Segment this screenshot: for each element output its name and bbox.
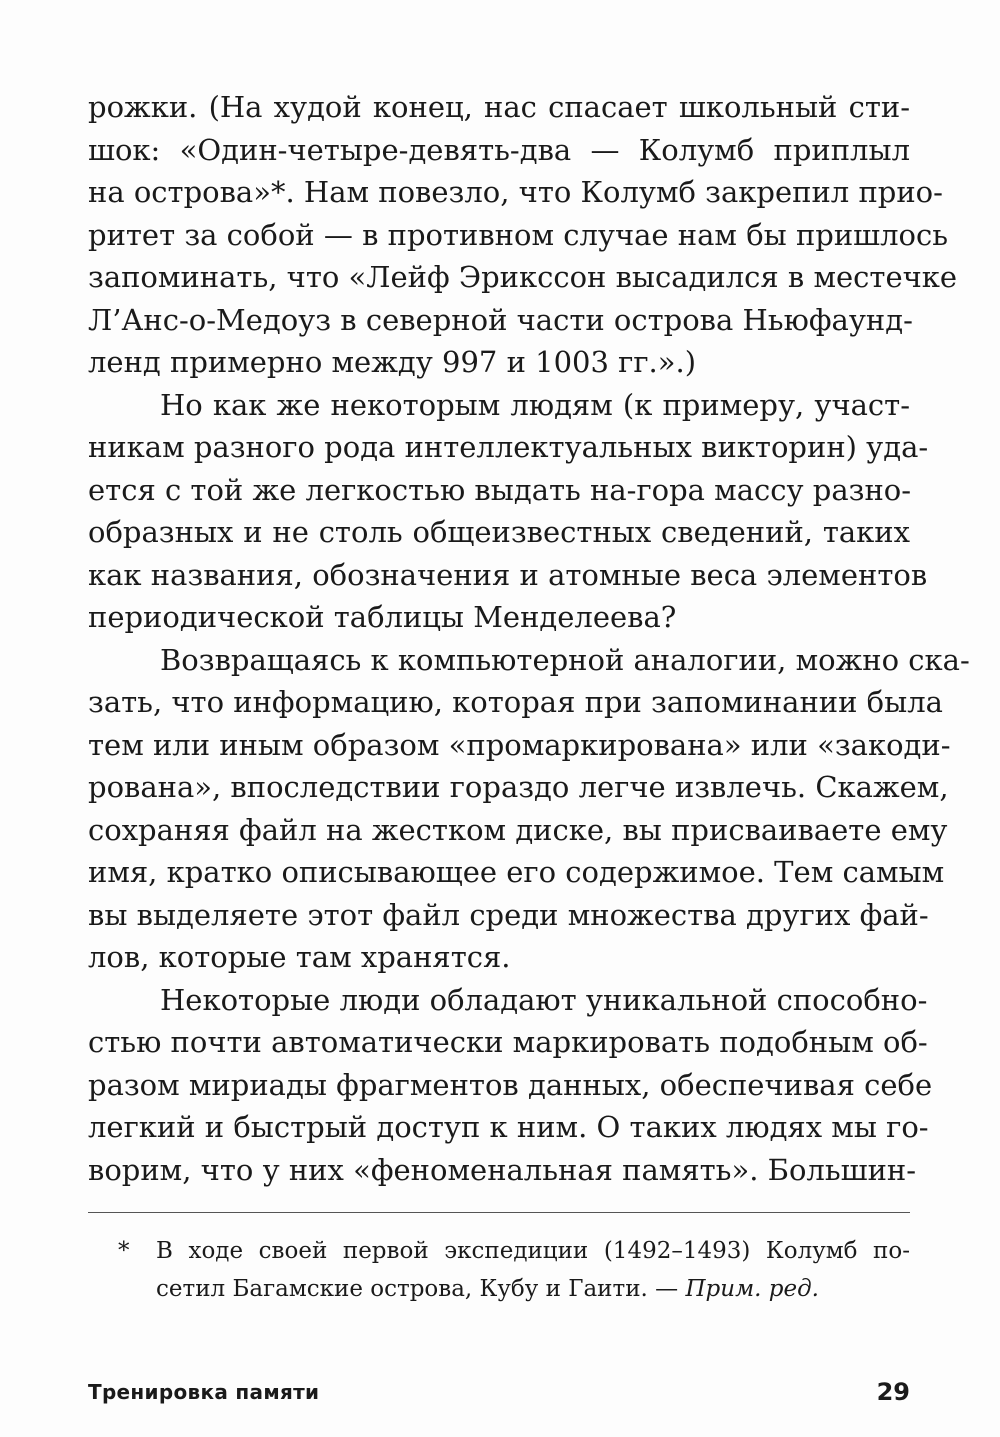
text-line: Но как же некоторым людям (к примеру, участ- xyxy=(160,387,910,422)
text-line: Л’Анс-о-Медоуз в северной части острова Ньюфаунд- xyxy=(88,302,913,337)
text-line: периодической таблицы Менделеева? xyxy=(88,600,677,634)
text-line: образных и не столь общеизвестных сведений, таких xyxy=(88,515,910,549)
text-line: зать, что информацию, которая при запоминании была xyxy=(88,685,943,719)
text-line: ленд примерно между 997 и 1003 гг.».) xyxy=(88,345,697,379)
footnote-text: сетил Багамские острова, Кубу и Гаити. — xyxy=(156,1276,686,1302)
text-line: Возвращаясь к компьютерной аналогии, можно ска- xyxy=(160,642,970,677)
running-title: Тренировка памяти xyxy=(88,1380,320,1404)
footnote-line: В ходе своей первой экспедиции (1492–1493) Колумб по- xyxy=(156,1238,910,1264)
text-line: стью почти автоматически маркировать подобным об- xyxy=(88,1025,928,1059)
text-line: лов, которые там хранятся. xyxy=(88,940,511,974)
text-line: ворим, что у них «феноменальная память». Большин- xyxy=(88,1152,917,1187)
text-line: вы выделяете этот файл среди множества других фай- xyxy=(88,897,929,932)
footnote-line xyxy=(88,1270,910,1308)
text-line: легкий и быстрый доступ к ним. О таких людях мы го- xyxy=(88,1110,929,1144)
footnote xyxy=(88,1232,910,1308)
text-line: на острова»*. Нам повезло, что Колумб закрепил прио- xyxy=(88,175,943,209)
text-line: сохраняя файл на жестком диске, вы присваиваете ему xyxy=(88,812,948,847)
text-line: как названия, обозначения и атомные веса элементов xyxy=(88,557,928,592)
text-line: рована», впоследствии гораздо легче извлечь. Скажем, xyxy=(88,770,949,804)
footnote-marker: * xyxy=(118,1238,130,1264)
text-line: шок: «Один-четыре-девять-два — Колумб приплыл xyxy=(88,132,910,167)
text-line: ритет за собой — в противном случае нам бы пришлось xyxy=(88,217,949,252)
main-text xyxy=(88,86,970,1191)
text-line: тем или иным образом «промаркирована» или «закоди- xyxy=(88,727,951,762)
editor-note: Прим. ред. xyxy=(685,1276,819,1302)
text-line: имя, кратко описывающее его содержимое. Тем самым xyxy=(88,855,945,889)
text-line: ется с той же легкостью выдать на-гора массу разно- xyxy=(88,472,912,507)
text-line: Некоторые люди обладают уникальной способно- xyxy=(160,982,928,1017)
footnote-divider xyxy=(88,1212,910,1213)
text-line: запоминать, что «Лейф Эрикссон высадился в местечке xyxy=(88,260,958,294)
text-line: никам разного рода интеллектуальных викторин) уда- xyxy=(88,430,929,464)
text-line: разом мириады фрагментов данных, обеспечивая себе xyxy=(88,1067,933,1102)
text-line: рожки. (На худой конец, нас спасает школьный сти- xyxy=(88,90,910,124)
page-footer xyxy=(88,1374,910,1410)
page-number: 29 xyxy=(876,1378,910,1406)
